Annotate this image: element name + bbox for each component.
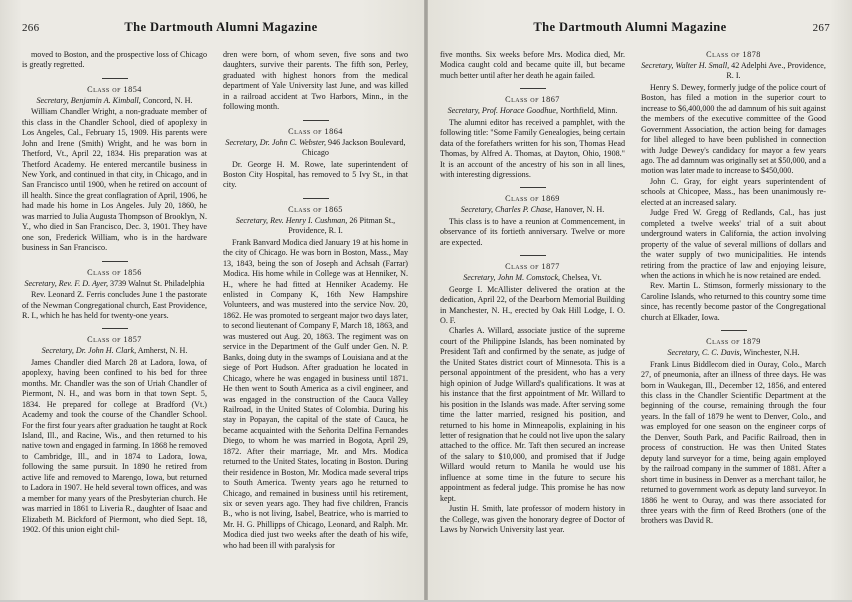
class-body-1877-item-1: George I. McAllister delivered the oration at the dedication, April 22, of the Dearborn Memorial Building in Manchester, N. H., erected by Oak Hill Lodge, I. O. O. F. [440,284,625,326]
section-rule [102,261,128,262]
continued-paragraph: dren were born, of whom seven, five sons and two daughters, survive their parents. The fifth son, Perley, graduated with highest honors from the medical department of Yale University last June, and was killed in a railroad accident at Two Harbors, Minn., in the following month. [223,50,408,112]
secretary-address: 42 Adelphi Ave., Providence, R. I. [726,61,826,81]
class-body-1856: Rev. Leonard Z. Ferris concludes June 1 the pastorate of the Newman Congregational church, East Providence, R. I., which he has held for twenty-one years. [22,290,207,320]
running-head-left [22,20,408,40]
continued-paragraph: moved to Boston, and the prospective loss of Chicago is greatly regretted. [22,50,207,70]
section-rule [303,120,329,121]
secretary-label: Secretary, [463,273,496,283]
class-heading-1854: Class of 1854 [87,84,142,94]
section-rule [520,255,546,256]
secretary-line-1857 [22,346,207,356]
class-heading-1857: Class of 1857 [87,335,142,345]
secretary-name: Prof. Horace Goodhue, [481,106,559,116]
secretary-name: C. C. Davis, [701,348,742,358]
section-rule [520,187,546,188]
class-body-1857: James Chandler died March 28 at Ladora, Iowa, of apoplexy, having been confined to his bed for three months. Mr. Chandler was the son of Uriah Chandler of Piermont, N. H., and was born in that town Sept. 5, 1834. He prepared for college at Bradford (Vt.) Academy and took the course of the Chandler School. For the first four years after graduation he taught at Rock Island, Ill., and Racine, Wis., and then returned to his native town and engaged in farming. In 1868 he removed to Cambridge, Ill., and in 1874 to Ladora, Iowa, following the same pursuit. In 1890 he retired from active life and removed to Marengo, Iowa, but returned to Ladora in 1907. He held several town offices, and was a member for many years of the Presbyterian church. He was married in 1861 to Liveria R., daughter of Isaac and Elizabeth M. Bickford of Piermont, who died Sept. 18, 1902. Of this union eight chil- [22,357,207,535]
page-right [424,0,852,600]
running-head-title-left: The Dartmouth Alumni Magazine [124,20,318,34]
left-page-column-2 [223,50,408,602]
secretary-name: Dr. John C. Webster, [259,137,326,147]
secretary-address: 3739 Walnut St. Philadelphia [110,278,205,288]
section-rule [102,328,128,329]
class-body-1854: William Chandler Wright, a non-graduate member of this class in the Chandler School, died of apoplexy in Los Angeles, Cal., February 15, 1909. His parents were John and Irene (Smith) Wright, and he was born in Thetford, Vt., April 22, 1834. His preparation was at Thetford Academy. He entered mercantile business in New York, and continued in that city, in Chicago, and in San Francisco until 1900, when he retired on account of ill health. Since the great conflagration of April, 1906, he had made his home in Los Angeles. July 20, 1860, he was married to Julia Augusta Thompson of Brooklyn, N. Y., who died in San Francisco, Dec. 3, 1901. They have one son, Frederick William, who is in the hardware business in San Francisco. [22,107,207,253]
class-heading-1877: Class of 1877 [505,262,560,272]
right-page-column-2 [641,50,826,602]
secretary-address: 26 Pitman St., Providence, R. I. [288,215,396,236]
columns-right-page [440,50,830,602]
secretary-address: Chelsea, Vt. [562,273,602,283]
class-body-1878-item-4: Rev. Martin L. Stimson, formerly missionary to the Caroline Islands, who returned to this country some time since, has recently become pastor of the Congregational church at Elkader, Iowa. [641,281,826,322]
class-body-1869: This class is to have a reunion at Commencement, in observance of its fortieth anniversary. Twelve or more are expected. [440,216,625,247]
class-heading-1864: Class of 1864 [288,126,343,136]
class-heading-1878: Class of 1878 [706,50,761,59]
secretary-label: Secretary, [41,346,74,356]
secretary-name: Benjamin A. Kimball, [70,95,141,105]
class-body-1878-item-2: John C. Gray, for eight years superintendent of schools at Chicopee, Mass., has been unanimously re-elected at an increased salary. [641,176,826,207]
folio-left: 266 [22,22,40,34]
secretary-line-1864 [223,138,408,159]
class-body-1864: Dr. George H. M. Rowe, late superintendent of Boston City Hospital, has removed to 5 Ivy St., in that city. [223,159,408,190]
secretary-label: Secretary, [225,137,258,147]
left-page-column-1 [22,50,207,602]
page-left [0,0,424,600]
class-body-1865: Frank Banvard Modica died January 19 at his home in the city of Chicago. He was born in Boston, Mass., May 13, 1843, being the son of Joseph and Achsah (Farrar) Modica. His home while in College was at Henniker, N. H., where he had fitted at Henniker Academy. He enlisted in Company K, 16th New Hampshire Volunteers, and was mustered into the service Nov. 20, 1862. He was promoted to sergeant major two days later, to second lieutenant of Company F, March 18, 1863, and was mustered out Aug. 20, 1863. The regiment was on service in the Department of the Gulf under Gen. N. P. Banks, doing duty in the swamps of Louisiana and at the siege of Port Hudson. After graduation he located in Chicago, where he was engaged in business until 1871. He then went to South America as a civil engineer, and was engaged in the construction of the Cauca Valley Railroad, in the United States of Colombia. During his stay in Popayan, the capital of the state of Cauca, he became acquainted with the Señorita Delfina Fernandes Diego, to whom he was married in Bogota, April 29, 1872. After their marriage, Mr. and Mrs. Modica returned to the United States, locating in Boston. During their residence in Boston, Mr. Modica made several trips to South America. Twenty years ago he returned to Chicago, and remained in business until his retirement, six or seven years ago. They had five children, Francis B., who is not living, Isabel, Beatrice, who is married to Mr. H. G. Phillipps of Chicago, Leonard, and Ralph. Mr. Modica died just two weeks after the death of his wife, who had been ill with paralysis for [223,237,408,550]
secretary-name: Rev. Henry I. Cushman, [270,215,348,225]
section-rule [520,88,546,89]
secretary-label: Secretary, [667,348,700,358]
secretary-label: Secretary, [235,215,269,225]
class-heading-1865: Class of 1865 [288,204,343,214]
folio-right: 267 [812,22,830,34]
class-body-1867: The alumni editor has received a pamphlet, with the following title: "Some Family Genealogies, being certain data of the forefathers written for his son, Thomas Head Thomas, by Alfred A. Thomas, at Dayton, Ohio, 1908." It is an account of the ancestry of his son in all lines, with interesting digressions. [440,117,625,180]
secretary-label: Secretary, [641,61,674,70]
secretary-name: Walter H. Small, [675,61,730,70]
secretary-line-1867 [440,106,625,116]
class-heading-1856: Class of 1856 [87,267,142,277]
class-heading-1879: Class of 1879 [706,337,761,347]
class-body-1878-item-3: Judge Fred W. Gregg of Redlands, Cal., has just completed a twelve weeks' trial of a suit about underground waters in California, the action involving property of the value of several millions of dollars and the water supply of two municipalities. He intends retiring from the practice of law and enjoying leisure, when the actions in which he is now retained are ended. [641,208,826,280]
section-rule [721,330,747,331]
page-gutter [424,0,428,600]
secretary-name: John M. Comstock, [497,273,561,283]
secretary-line-1856 [22,279,207,289]
section-rule [102,78,128,79]
class-body-1878-item-1: Henry S. Dewey, formerly judge of the police court of Boston, has filed a motion in the superior court to increase to $6,400,000 the ad damnum of his suit against the members of the executive committee of the Good Government Association, the action being for damages for libel alleged to have been published in connection with Judge Dewey's candidacy for mayor a few years ago. The ad damnum was originally set at $50,000, and a motion was later made to increase to $450,000. [641,82,826,176]
secretary-label: Secretary, [36,95,69,105]
secretary-label: Secretary, [447,106,480,116]
secretary-name: Rev. F. D. Ayer, [58,278,108,288]
secretary-name: Dr. John H. Clark, [75,346,137,356]
secretary-label: Secretary, [460,205,493,215]
secretary-address: Concord, N. H. [142,95,193,105]
class-heading-1867: Class of 1867 [505,95,560,105]
secretary-address: 946 Jackson Boulevard, Chicago [302,137,406,158]
secretary-line-1878 [641,61,826,82]
continued-paragraph: five months. Six weeks before Mrs. Modica died, Mr. Modica caught cold and became quite ill, but became much better until after her death he again failed. [440,50,625,80]
section-rule [303,198,329,199]
secretary-address: Hanover, N. H. [554,205,605,215]
secretary-address: Amherst, N. H. [137,346,188,356]
class-body-1877-item-2: Charles A. Willard, associate justice of the supreme court of the Philippine Islands, has been nominated by President Taft and confirmed by the senate, as judge of the United States district court of Minnesota. This is a personal appointment of the president, who has a very high opinion of Judge Willard's qualifications. It was at his instance that the first appointment of Mr. Willard to his position in the Islands was made. After serving some time the latter married, resigned his position, and returned to his home in Minneapolis, explaining in his letter of resignation that he could not live upon the salary attached to the office. Mr. Taft then secured an increase of the salary to $10,000, and promised that if Judge Willard would return to Manila he would use his influence at some time in the future to secure his appointment as federal judge. This promise he has now kept. [440,326,625,503]
secretary-address: Northfield, Minn. [560,106,618,116]
class-body-1879: Frank Linus Biddlecom died in Ouray, Colo., March 27, of pneumonia, after an illness of three days. He was born in Waukegan, Ill., December 12, 1856, and entered this class in the Chandler Scientific Department at the beginning of the course, remaining through the four years. In the fall of 1879 he went to Denver, Colo., and was employed for one season on the engineer corps of the Denver, South Park, and Pacific Railroad, then in process of construction. He was then United States deputy land surveyor for a time, being again employed by the railroad company in the summer of 1881. After a short time in business in Denver as a merchant tailor, he returned to government work as deputy land surveyor. In 1886 he went to Ouray, and was there associated for three years with the firm of Reed Brothers (one of the brothers was David R. [641,359,826,526]
secretary-line-1869 [440,205,625,215]
secretary-name: Charles P. Chase, [495,205,553,215]
secretary-line-1877 [440,273,625,283]
secretary-line-1865 [223,216,408,237]
secretary-address: Winchester, N.H. [743,348,800,358]
running-head-right [440,20,830,40]
class-body-1877-item-3: Justin H. Smith, late professor of modern history in the College, was given the honorary degree of Doctor of Laws by Norwich University last year. [440,504,625,535]
secretary-label: Secretary, [24,278,57,288]
right-page-column-1 [440,50,625,602]
running-head-title-right: The Dartmouth Alumni Magazine [533,20,727,34]
secretary-line-1854 [22,96,207,106]
secretary-line-1879 [641,348,826,358]
class-heading-1869: Class of 1869 [505,194,560,204]
columns-left-page [22,50,408,602]
